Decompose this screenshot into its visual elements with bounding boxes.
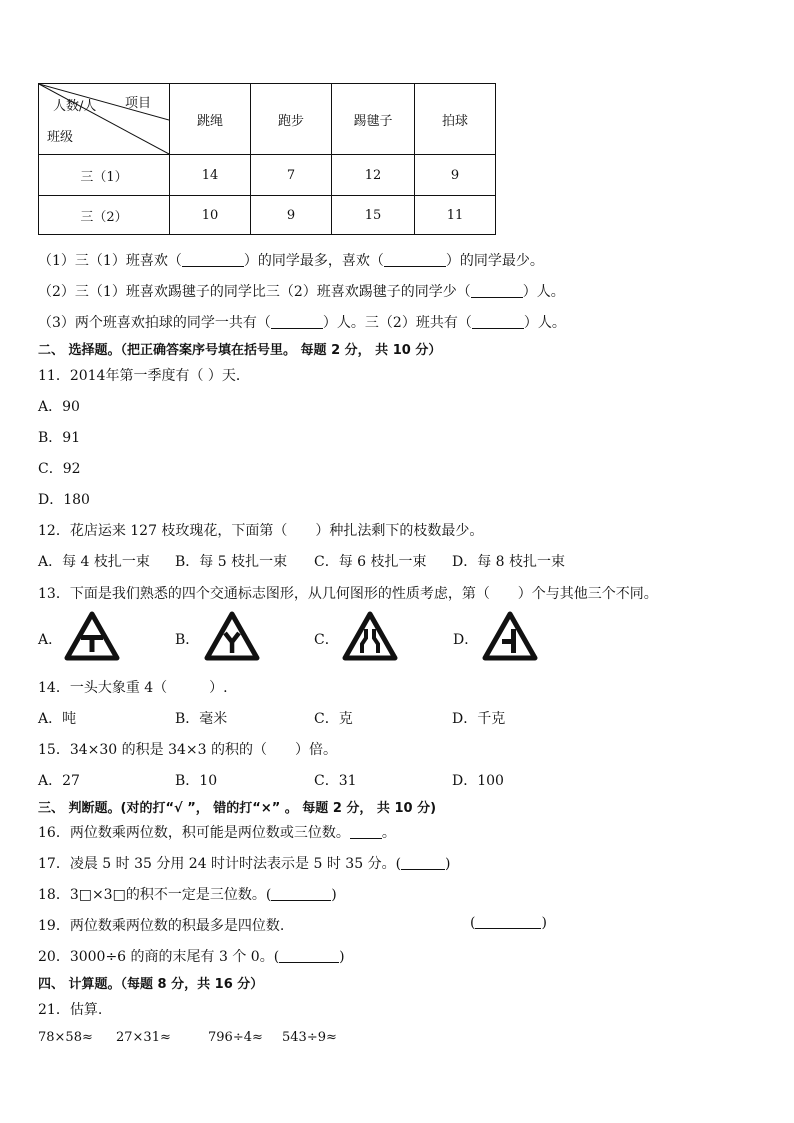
t-junction-sign-icon — [64, 611, 120, 661]
table-row — [39, 155, 496, 196]
text: ）人。 — [523, 315, 566, 331]
q19 — [38, 915, 284, 935]
answer-blank[interactable] — [271, 887, 331, 901]
q15-option-b[interactable]: B．10 — [175, 773, 218, 789]
text: 。 — [381, 825, 396, 841]
table-cell: 10 — [170, 196, 251, 235]
q19-answer — [470, 915, 547, 931]
answer-blank[interactable] — [475, 915, 541, 929]
q14-stem: 14．一头大象重 4（ ）. — [38, 680, 228, 696]
q12-stem: 12．花店运来 127 枝玫瑰花，下面第（ ）种扎法剩下的枝数最少。 — [38, 523, 484, 539]
table-row — [39, 196, 496, 235]
text: ）人。 — [522, 284, 565, 300]
question-table-3 — [38, 312, 566, 332]
q20 — [38, 946, 345, 966]
text: 16．两位数乘两位数，积可能是两位数或三位数。 — [38, 825, 350, 841]
q16 — [38, 822, 396, 842]
estimate-item[interactable]: 796÷4≈ — [208, 1030, 263, 1045]
y-junction-sign-icon — [204, 611, 260, 661]
q13-option-d[interactable]: D． — [453, 632, 479, 648]
table-cell: 9 — [251, 196, 332, 235]
corner-label-count: 人数/人 — [53, 99, 97, 114]
stats-table — [38, 83, 496, 235]
q15-stem: 15．34×30 的积是 34×3 的积的（ ）倍。 — [38, 742, 337, 758]
text: ）的同学最多，喜欢（ — [243, 253, 384, 269]
road-narrows-sign-icon — [342, 611, 398, 661]
q13-option-c[interactable]: C． — [314, 632, 339, 648]
q13-option-b[interactable]: B． — [175, 632, 200, 648]
section-heading-judge: 三、 判断题。(对的打“√ ”， 错的打“×” 。 每题 2 分， 共 10 分) — [38, 801, 437, 816]
answer-blank[interactable] — [472, 315, 524, 329]
section-heading-choice: 二、 选择题。（把正确答案序号填在括号里。 每题 2 分， 共 10 分） — [38, 343, 442, 358]
q11-stem: 11．2014年第一季度有（ ）天． — [38, 368, 250, 384]
q11-option-c[interactable]: C．92 — [38, 461, 81, 477]
table-cell: 7 — [251, 155, 332, 196]
text: ( — [470, 915, 476, 931]
table-cell: 9 — [415, 155, 496, 196]
text: ）的同学最少。 — [445, 253, 544, 269]
q13-stem: 13．下面是我们熟悉的四个交通标志图形，从几何图形的性质考虑，第（ ）个与其他三个不同。 — [38, 586, 658, 602]
q14-option-b[interactable]: B．毫米 — [175, 711, 228, 727]
text: ）人。三（2）班共有（ — [322, 315, 472, 331]
q14-option-c[interactable]: C．克 — [314, 711, 353, 727]
q15-option-c[interactable]: C．31 — [314, 773, 357, 789]
q15-option-d[interactable]: D．100 — [452, 773, 504, 789]
text: 20．3000÷6 的商的末尾有 3 个 0。( — [38, 949, 280, 965]
table-cell: 15 — [332, 196, 415, 235]
question-table-1 — [38, 250, 544, 270]
q15-option-a[interactable]: A．27 — [38, 773, 80, 789]
table-cell: 11 — [415, 196, 496, 235]
header-cell: 跑步 — [251, 84, 332, 155]
q21-stem: 21．估算. — [38, 1002, 103, 1018]
q12-option-c[interactable]: C．每 6 枝扎一束 — [314, 554, 427, 570]
side-road-sign-icon — [482, 611, 538, 661]
estimate-item[interactable]: 543÷9≈ — [282, 1030, 337, 1045]
header-cell: 跳绳 — [170, 84, 251, 155]
section-heading-calc: 四、 计算题。（每题 8 分，共 16 分） — [38, 977, 264, 992]
text: ) — [445, 856, 451, 872]
q13-option-a[interactable]: A． — [38, 632, 63, 648]
text: ) — [541, 915, 547, 931]
table-cell: 12 — [332, 155, 415, 196]
text: 19．两位数乘两位数的积最多是四位数. — [38, 918, 285, 934]
text: （1）三（1）班喜欢（ — [38, 253, 182, 269]
q12-option-b[interactable]: B．每 5 枝扎一束 — [175, 554, 288, 570]
q11-option-d[interactable]: D．180 — [38, 492, 90, 508]
table-cell: 14 — [170, 155, 251, 196]
q17 — [38, 853, 451, 873]
text: （2）三（1）班喜欢踢毽子的同学比三（2）班喜欢踢毽子的同学少（ — [38, 284, 471, 300]
table-corner-cell — [39, 84, 170, 155]
q14-option-a[interactable]: A．吨 — [38, 711, 77, 727]
header-cell: 拍球 — [415, 84, 496, 155]
header-cell: 踢毽子 — [332, 84, 415, 155]
q18 — [38, 884, 337, 904]
text: 17．凌晨 5 时 35 分用 24 时计时法表示是 5 时 35 分。( — [38, 856, 402, 872]
text: ) — [331, 887, 337, 903]
text: ) — [339, 949, 345, 965]
answer-blank[interactable] — [279, 949, 339, 963]
q12-option-d[interactable]: D．每 8 枝扎一束 — [452, 554, 566, 570]
answer-blank[interactable] — [350, 825, 382, 839]
q11-option-b[interactable]: B．91 — [38, 430, 81, 446]
text: 18．3□×3□的积不一定是三位数。( — [38, 887, 272, 903]
row-label: 三（2） — [39, 196, 170, 235]
answer-blank[interactable] — [271, 315, 323, 329]
row-label: 三（1） — [39, 155, 170, 196]
estimate-item[interactable]: 27×31≈ — [116, 1030, 171, 1045]
q11-option-a[interactable]: A．90 — [38, 399, 80, 415]
q14-option-d[interactable]: D．千克 — [452, 711, 506, 727]
corner-label-class: 班级 — [47, 130, 74, 145]
answer-blank[interactable] — [182, 253, 244, 267]
question-table-2 — [38, 281, 565, 301]
answer-blank[interactable] — [471, 284, 523, 298]
text: （3）两个班喜欢拍球的同学一共有（ — [38, 315, 271, 331]
estimate-item[interactable]: 78×58≈ — [38, 1030, 93, 1045]
answer-blank[interactable] — [401, 856, 445, 870]
answer-blank[interactable] — [384, 253, 446, 267]
corner-label-item: 项目 — [124, 96, 151, 111]
q12-option-a[interactable]: A．每 4 枝扎一束 — [38, 554, 150, 570]
